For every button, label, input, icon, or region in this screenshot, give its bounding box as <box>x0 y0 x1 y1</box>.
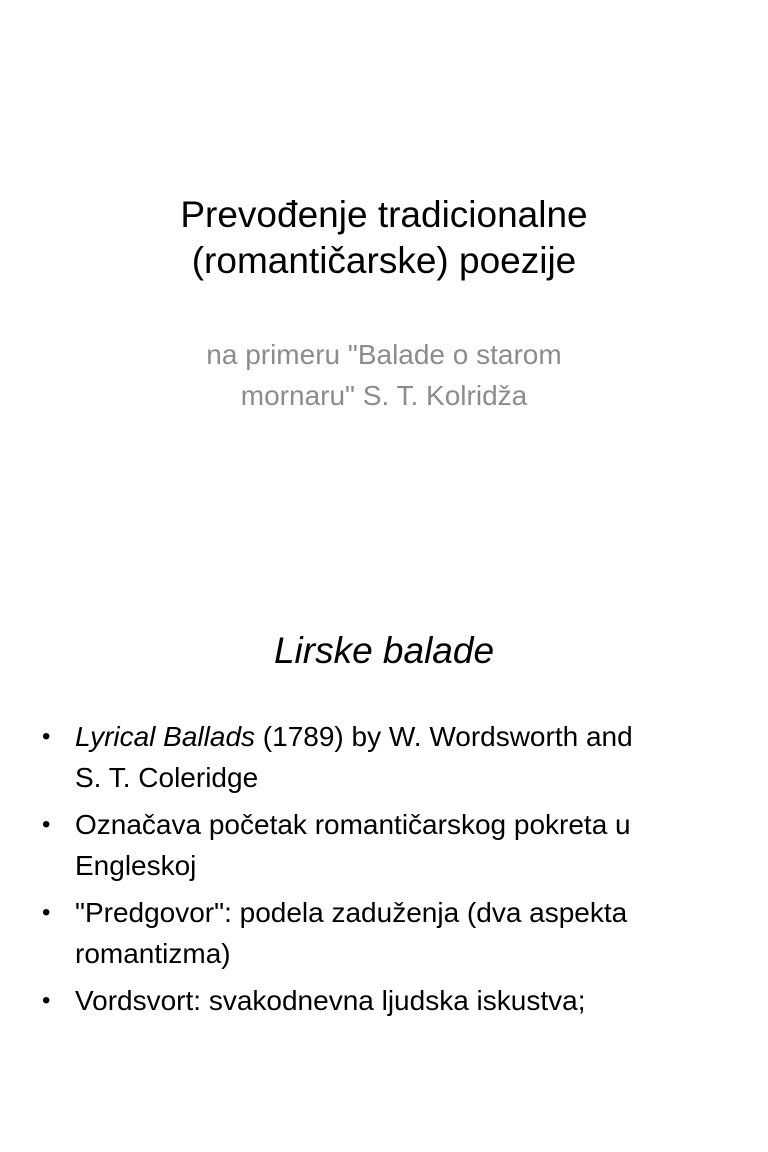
bullet-line: S. T. Coleridge <box>75 762 259 793</box>
bullet-icon: • <box>42 723 51 750</box>
bullet-item <box>0 980 768 1021</box>
presentation-subtitle <box>40 334 728 416</box>
content-slide <box>0 576 768 1152</box>
bullet-line: Označava početak romantičarskog pokreta u <box>75 809 631 840</box>
bullet-line: romantizma) <box>75 938 231 969</box>
title-line-2: (romantičarske) poezije <box>191 240 577 281</box>
bullet-text <box>75 804 728 886</box>
bullet-text <box>75 892 728 974</box>
bullet-text <box>75 980 728 1021</box>
title-block <box>40 192 728 284</box>
bullet-item <box>0 716 768 798</box>
bullet-icon: • <box>42 987 51 1014</box>
slide-heading: Lirske balade <box>273 630 495 671</box>
bullet-list <box>0 716 768 1027</box>
title-line-1: Prevođenje tradicionalne <box>180 194 588 235</box>
bullet-text <box>75 716 728 798</box>
bullet-item <box>0 804 768 886</box>
subtitle-line-1: na primeru "Balade o starom <box>206 339 562 370</box>
bullet-line-rest: (1789) by W. Wordsworth and <box>255 721 633 752</box>
bullet-icon: • <box>42 899 51 926</box>
bullet-line: Engleskoj <box>75 850 197 881</box>
subtitle-line-2: mornaru" S. T. Kolridža <box>240 380 528 411</box>
bullet-line <box>75 716 728 757</box>
book-title: Lyrical Ballads <box>75 721 256 752</box>
bullet-item <box>0 892 768 974</box>
bullet-line: Vordsvort: svakodnevna ljudska iskustva; <box>75 985 586 1016</box>
bullet-line: "Predgovor": podela zaduženja (dva aspekta <box>75 897 628 928</box>
presentation-title <box>40 192 728 284</box>
bullet-icon: • <box>42 811 51 838</box>
